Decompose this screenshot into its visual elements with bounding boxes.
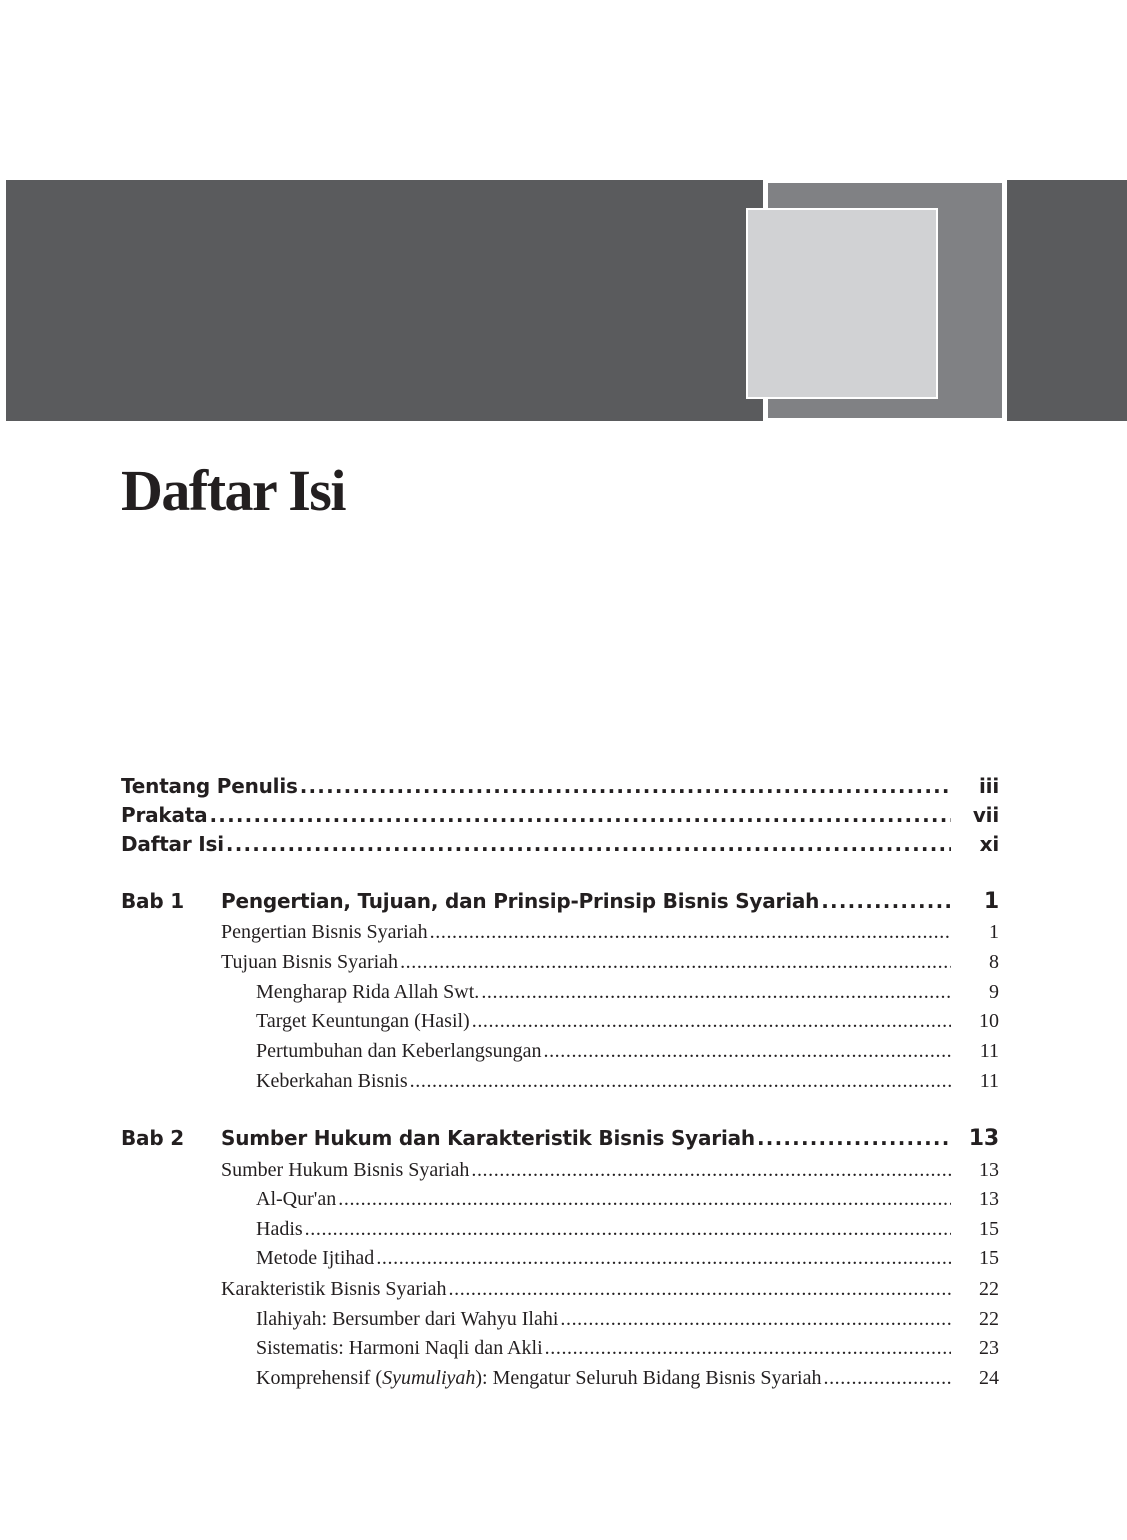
dot-leader <box>428 921 951 944</box>
toc-entry-label: Pertumbuhan dan Keberlangsungan <box>256 1040 542 1062</box>
dot-leader <box>470 1010 951 1033</box>
toc-entry[interactable] <box>221 1278 999 1301</box>
toc-entry-label: Karakteristik Bisnis Syariah <box>221 1278 447 1300</box>
toc-entry[interactable] <box>256 1308 999 1331</box>
dot-leader <box>207 803 951 827</box>
dot-leader <box>303 1218 951 1241</box>
toc-entry-label: Daftar Isi <box>121 832 224 856</box>
toc-entry-label: Keberkahan Bisnis <box>256 1070 408 1092</box>
toc-chapter-heading[interactable] <box>221 889 999 913</box>
toc-entry-front-matter[interactable] <box>121 803 999 827</box>
toc-entry-label: Target Keuntungan (Hasil) <box>256 1010 470 1032</box>
toc-entry-label: Mengharap Rida Allah Swt. <box>256 981 480 1003</box>
page-title: Daftar Isi <box>121 458 345 523</box>
toc-entry[interactable] <box>221 1159 999 1182</box>
toc-entry-label <box>256 1367 821 1390</box>
toc-page-number: 1 <box>983 889 999 913</box>
chapter-number: Bab 2 <box>121 1126 184 1150</box>
toc-entry[interactable] <box>221 951 999 974</box>
dot-leader <box>558 1308 951 1331</box>
chapter-title: Sumber Hukum dan Karakteristik Bisnis Syariah <box>221 1126 755 1150</box>
toc-entry-label: Tujuan Bisnis Syariah <box>221 951 399 973</box>
toc-page-number: 22 <box>979 1308 999 1330</box>
toc-entry-label-start: Komprehensif ( <box>256 1367 383 1389</box>
toc-page-number: 13 <box>968 1126 999 1150</box>
toc-page-number: 10 <box>979 1010 999 1032</box>
toc-entry-label: Tentang Penulis <box>121 774 298 798</box>
toc-entry-label: Pengertian Bisnis Syariah <box>221 921 428 943</box>
toc-page-number: iii <box>979 774 999 798</box>
toc-entry-label: Hadis <box>256 1218 303 1240</box>
dot-leader <box>447 1278 951 1301</box>
dot-leader <box>298 774 951 798</box>
dot-leader <box>224 832 951 856</box>
dot-leader <box>543 1337 951 1360</box>
toc-entry[interactable] <box>256 981 999 1004</box>
toc-entry-label-end: ): Mengatur Seluruh Bidang Bisnis Syariah <box>475 1367 822 1389</box>
dot-leader <box>821 1367 951 1390</box>
toc-entry-label: Sumber Hukum Bisnis Syariah <box>221 1159 470 1181</box>
dot-leader <box>755 1126 951 1150</box>
toc-page-number: 11 <box>979 1040 999 1062</box>
toc-entry-label: Prakata <box>121 803 208 827</box>
toc-entry[interactable] <box>256 1010 999 1033</box>
dot-leader <box>336 1188 951 1211</box>
toc-page-number: 8 <box>989 951 999 973</box>
header-banner-square <box>746 208 938 399</box>
toc-entry-label: Metode Ijtihad <box>256 1247 375 1269</box>
toc-entry[interactable] <box>256 1247 999 1270</box>
dot-leader <box>374 1247 951 1270</box>
dot-leader <box>541 1040 951 1063</box>
dot-leader <box>408 1070 951 1093</box>
toc-page-number: 23 <box>979 1337 999 1359</box>
toc-entry-label: Al-Qur'an <box>256 1188 337 1210</box>
toc-entry[interactable] <box>256 1218 999 1241</box>
toc-page-number: xi <box>979 832 999 856</box>
toc-entry[interactable] <box>256 1337 999 1360</box>
toc-page-number: 22 <box>979 1278 999 1300</box>
toc-entry-front-matter[interactable] <box>121 832 999 856</box>
toc-page-number: 24 <box>979 1367 999 1389</box>
toc-chapter-heading[interactable] <box>221 1126 999 1150</box>
toc-entry-front-matter[interactable] <box>121 774 999 798</box>
chapter-number: Bab 1 <box>121 889 184 913</box>
toc-page-number: 11 <box>979 1070 999 1092</box>
toc-page-number: 13 <box>979 1188 999 1210</box>
toc-page-number: 15 <box>979 1247 999 1269</box>
chapter-title: Pengertian, Tujuan, dan Prinsip-Prinsip Bisnis Syariah <box>221 889 820 913</box>
toc-entry[interactable] <box>221 921 999 944</box>
dot-leader <box>819 889 951 913</box>
toc-entry-label-italic: Syumuliyah <box>382 1367 476 1389</box>
toc-page-number: 13 <box>979 1159 999 1181</box>
dot-leader <box>479 981 951 1004</box>
toc-entry[interactable] <box>256 1188 999 1211</box>
toc-entry[interactable] <box>256 1040 999 1063</box>
toc-entry-label: Sistematis: Harmoni Naqli dan Akli <box>256 1337 543 1359</box>
dot-leader <box>469 1159 951 1182</box>
dot-leader <box>398 951 951 974</box>
toc-entry-label: Ilahiyah: Bersumber dari Wahyu Ilahi <box>256 1308 559 1330</box>
toc-page-number: 9 <box>989 981 999 1003</box>
toc-page-number: vii <box>972 803 999 827</box>
toc-entry[interactable] <box>256 1070 999 1093</box>
toc-page-number: 15 <box>979 1218 999 1240</box>
toc-page-number: 1 <box>989 921 999 943</box>
toc-entry[interactable] <box>256 1367 999 1390</box>
